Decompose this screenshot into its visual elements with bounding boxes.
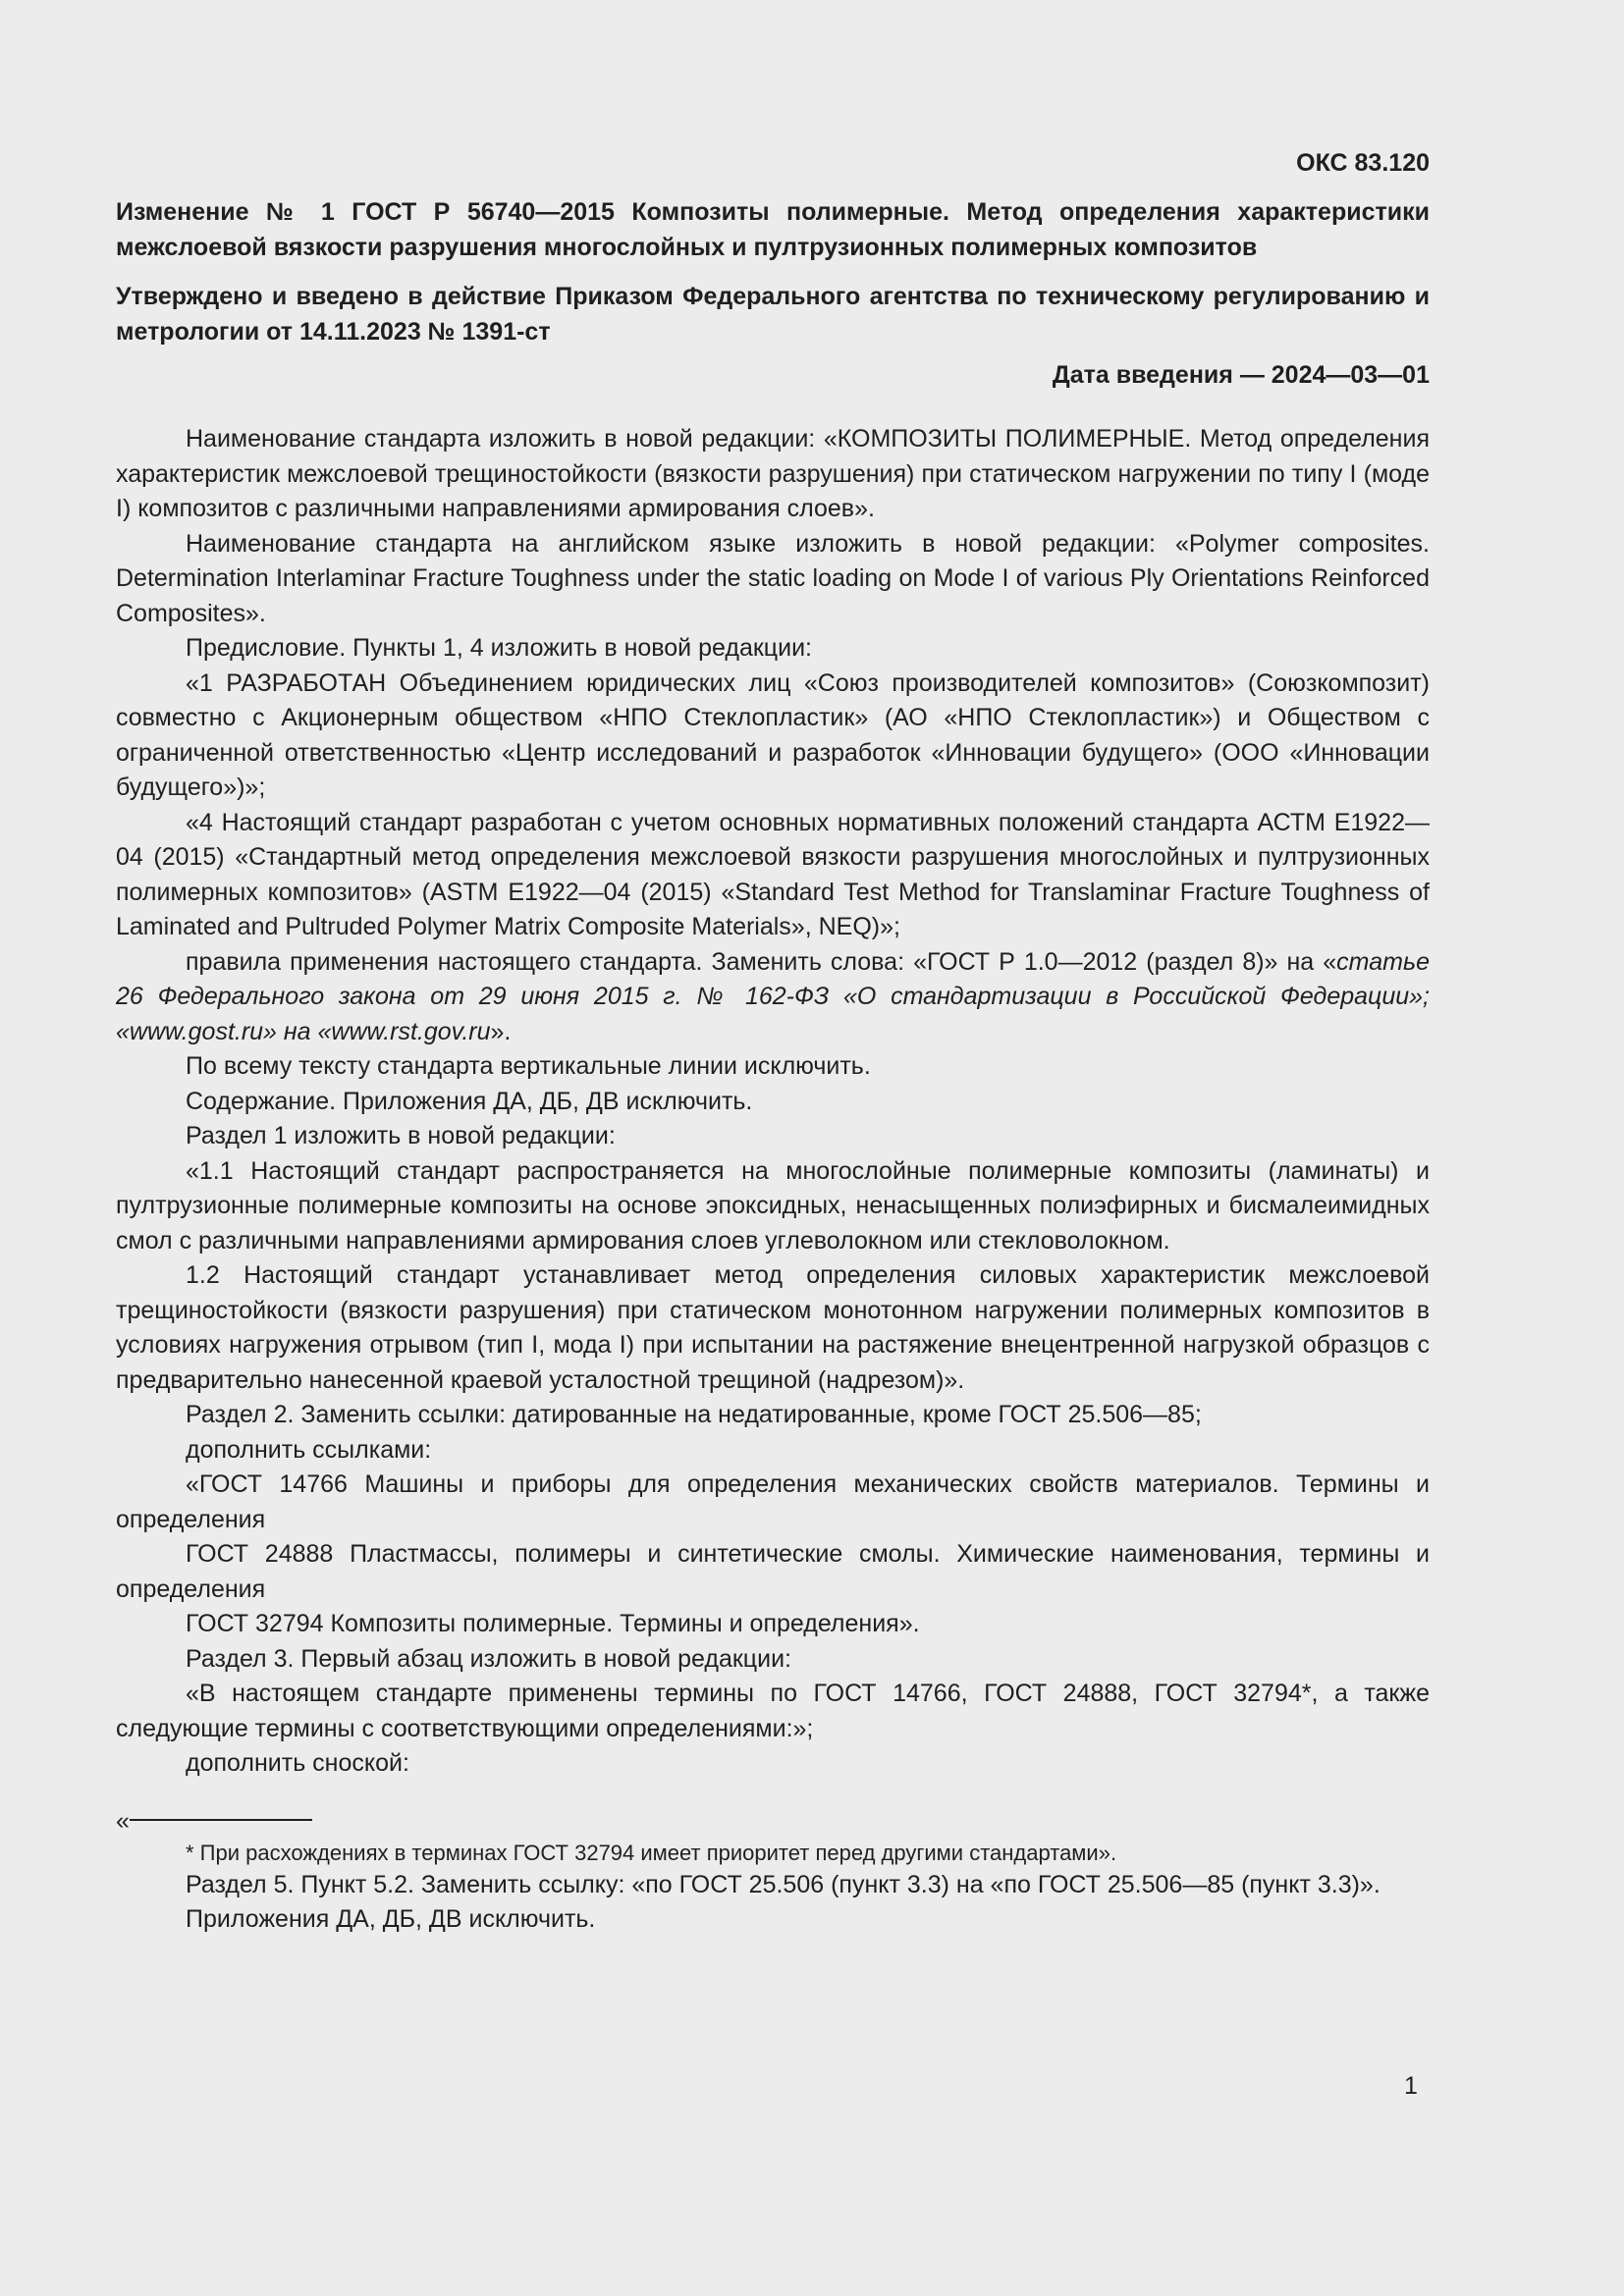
paragraph: Раздел 5. Пункт 5.2. Заменить ссылку: «по ГОСТ 25.506 (пункт 3.3) на «по ГОСТ 25.506—85 (пункт 3.3)».: [186, 1870, 1380, 1898]
paragraph: «4 Настоящий стандарт разработан с учетом основных нормативных положений стандарта АСТМ Е1922—04 (2015) «Стандартный метод определения межслоевой вязкости разрушения многослойных и пултрузионных полимерных композитов» (ASTM E1922—04 (2015) «Standard Test Method for Translaminar Fracture Toughness of Laminated and Pultruded Polymer Matrix Composite Materials», NEQ)»;: [116, 808, 1430, 940]
footnote-rule: [130, 1819, 312, 1821]
paragraph: «В настоящем стандарте применены термины по ГОСТ 14766, ГОСТ 24888, ГОСТ 32794*, а также следующие термины с соответствующими определениями:»;: [116, 1680, 1430, 1742]
paragraph: дополнить ссылками:: [186, 1435, 432, 1464]
text-run: ».: [490, 1017, 512, 1045]
paragraph: Предисловие. Пункты 1, 4 изложить в новой редакции:: [186, 634, 812, 662]
document-body: [116, 422, 1430, 1938]
paragraph: «ГОСТ 14766 Машины и приборы для определения механических свойств материалов. Термины и определения: [116, 1470, 1430, 1533]
paragraph: Содержание. Приложения ДА, ДБ, ДВ исключить.: [186, 1087, 753, 1115]
paragraph: ГОСТ 24888 Пластмассы, полимеры и синтетические смолы. Химические наименования, термины и определения: [116, 1540, 1430, 1603]
oks-code: ОКС 83.120: [1296, 149, 1430, 177]
footnote: * При расхождениях в терминах ГОСТ 32794 имеет приоритет перед другими стандартами».: [186, 1840, 1117, 1865]
paragraph: Раздел 3. Первый абзац изложить в новой редакции:: [186, 1644, 791, 1673]
effective-date: Дата введения — 2024—03—01: [1052, 361, 1430, 389]
page-number: 1: [1404, 2072, 1418, 2100]
paragraph: «1 РАЗРАБОТАН Объединением юридических лиц «Союз производителей композитов» (Союзкомпозит) совместно с Акционерным обществом «НПО Стеклопластик» (АО «НПО Стеклопластик») и Обществом с ограниченной ответственностью «Центр исследований и разработок «Инновации будущего» (ООО «Инновации будущего»)»;: [116, 668, 1430, 801]
paragraph: ГОСТ 32794 Композиты полимерные. Термины и определения».: [186, 1610, 920, 1637]
footnote-separator: [116, 1806, 1430, 1835]
paragraph: Раздел 2. Заменить ссылки: датированные на недатированные, кроме ГОСТ 25.506—85;: [186, 1401, 1202, 1428]
paragraph: 1.2 Настоящий стандарт устанавливает метод определения силовых характеристик межслоевой трещиностойкости (вязкости разрушения) при статическом монотонном нагружении полимерных композитов в условиях нагружения отрывом (тип I, мода I) при испытании на растяжение внецентренной нагрузкой образцов с предварительно нанесенной краевой усталостной трещиной (надрезом)».: [116, 1261, 1430, 1394]
paragraph: [116, 945, 1430, 1050]
amendment-title: Изменение № 1 ГОСТ Р 56740—2015 Композиты полимерные. Метод определения характеристики межслоевой вязкости разрушения многослойных и пултрузионных полимерных композитов: [116, 198, 1430, 261]
document-page: [116, 145, 1430, 1938]
paragraph: Раздел 1 изложить в новой редакции:: [186, 1122, 616, 1149]
text-run: правила применения настоящего стандарта. Заменить слова: «ГОСТ Р 1.0—2012 (раздел 8)» на «: [186, 947, 1337, 976]
paragraph: «1.1 Настоящий стандарт распространяется на многослойные полимерные композиты (ламинаты) и пултрузионные полимерные композиты на основе эпоксидных, ненасыщенных полиэфирных и бисмалеимидных смол с различными направлениями армирования слоев углеволокном или стекловолокном.: [116, 1156, 1430, 1255]
paragraph: Наименование стандарта изложить в новой редакции: «КОМПОЗИТЫ ПОЛИМЕРНЫЕ. Метод определения характеристик межслоевой трещиностойкости (вязкости разрушения) при статическом нагружении по типу I (моде I) композитов с различными направлениями армирования слоев».: [116, 425, 1430, 522]
paragraph: Наименование стандарта на английском языке изложить в новой редакции: «Polymer composites. Determination Interlaminar Fracture Toughness under the static loading on Mode I of various Ply Orientations Reinforced Composites».: [116, 529, 1430, 627]
footnote-quote-mark: «: [116, 1806, 130, 1835]
italic-text-run: статье 26 Федерального закона от 29 июня 2015 г. № 162-ФЗ «О стандартизации в Российской Федерации»; «www.gost.ru» на «www.rst.gov.ru: [116, 947, 1430, 1045]
paragraph: дополнить сноской:: [186, 1749, 409, 1777]
paragraph: По всему тексту стандарта вертикальные линии исключить.: [186, 1052, 871, 1080]
paragraph: Приложения ДА, ДБ, ДВ исключить.: [186, 1905, 596, 1933]
approval-statement: Утверждено и введено в действие Приказом Федерального агентства по техническому регулированию и метрологии от 14.11.2023 № 1391-ст: [116, 283, 1430, 346]
